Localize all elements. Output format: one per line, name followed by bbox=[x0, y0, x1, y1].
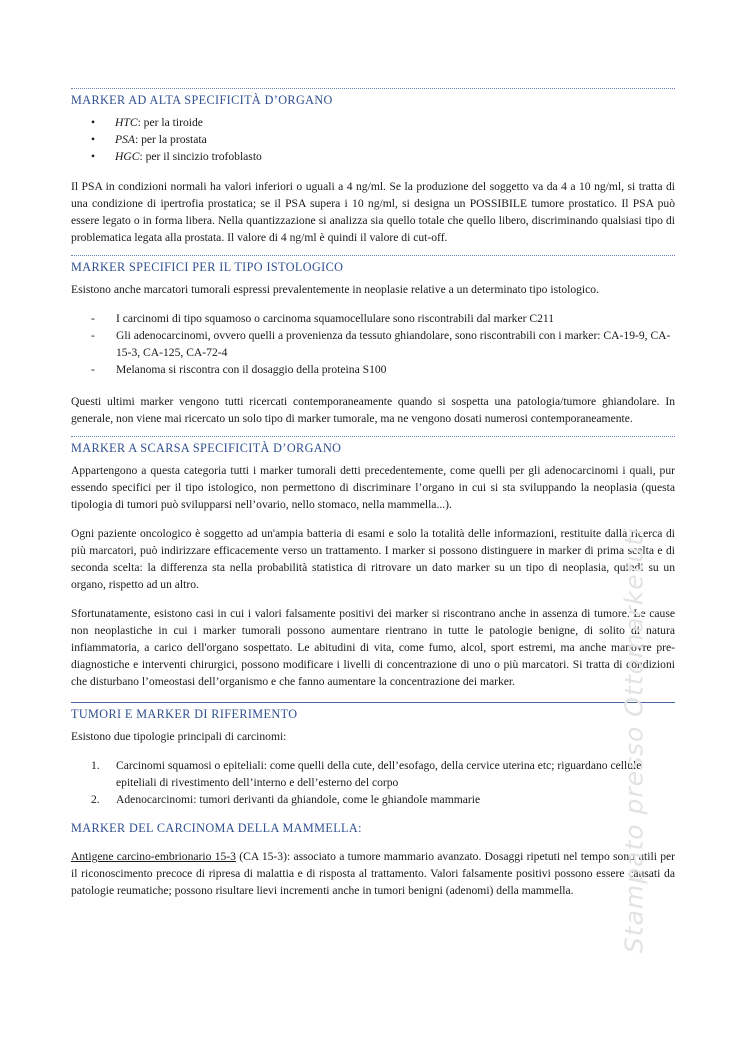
section-heading-high-specificity: MARKER AD ALTA SPECIFICITÀ D’ORGANO bbox=[71, 88, 675, 114]
low-specificity-paragraph-1: Appartengono a questa categoria tutti i marker tumorali detti precedentemente, come quelli per gli adenocarcinomi i quali, pur essendo specifici per il tipo istologico, non permettono di discriminare l’organo in cui si sta sviluppando la neoplasia (questa tipologia di tumori può svilupparsi nell’ovario, nello stomaco, nella mammella...). bbox=[71, 464, 675, 511]
marker-desc: : per il sincizio trofoblasto bbox=[139, 150, 262, 163]
list-item bbox=[91, 757, 675, 791]
list-item bbox=[91, 114, 675, 131]
document-page bbox=[71, 88, 675, 899]
histologic-paragraph: Questi ultimi marker vengono tutti ricercati contemporaneamente quando si sospetta una patologia/tumore ghiandolare. In generale, non viene mai ricercato un solo tipo di marker tumorale, ma ne vengono dosati numerosi contemporaneamente. bbox=[71, 395, 675, 425]
marker-term: PSA bbox=[115, 133, 135, 146]
low-specificity-paragraph-2: Ogni paziente oncologico è soggetto ad un'ampia batteria di esami e solo la totalità delle informazioni, restituite dalla ricerca di più marcatori, può indirizzare efficacemente verso un trattamento. I marker si possono distinguere in marker di prima scelta e di seconda scelta: la differenza sta nella probabilità statistica di ritrovare un dato marker su un tipo di neoplasia, quindi su un organo, rispetto ad un altro. bbox=[71, 527, 675, 591]
histologic-intro: Esistono anche marcatori tumorali espressi prevalentemente in neoplasie relative a un determinato tipo istologico. bbox=[71, 283, 599, 296]
watermark bbox=[604, 526, 664, 954]
carcinoma-numbered-list bbox=[71, 757, 675, 808]
list-item bbox=[91, 131, 675, 148]
histologic-dash-list bbox=[71, 310, 675, 378]
section-heading-tumors: TUMORI E MARKER DI RIFERIMENTO bbox=[71, 702, 675, 728]
antigen-term: Antigene carcino-embrionario 15-3 bbox=[71, 850, 236, 863]
marker-desc: : per la prostata bbox=[134, 133, 207, 146]
list-number: 1. bbox=[91, 759, 100, 772]
list-item bbox=[91, 148, 675, 165]
marker-term: HTC bbox=[115, 116, 138, 129]
breast-paragraph bbox=[71, 848, 675, 899]
section-heading-low-specificity: MARKER A SCARSA SPECIFICITÀ D’ORGANO bbox=[71, 436, 675, 462]
list-item: - Melanoma si riscontra con il dosaggio della proteina S100 bbox=[91, 361, 675, 378]
list-number: 2. bbox=[91, 793, 100, 806]
list-text: Adenocarcinomi: tumori derivanti da ghiandole, come le ghiandole mammarie bbox=[116, 793, 481, 806]
list-item: - I carcinomi di tipo squamoso o carcinoma squamocellulare sono riscontrabili dal marker C211 bbox=[91, 310, 675, 327]
watermark-text: Stampato presso Ottomarketuti bbox=[619, 526, 649, 954]
marker-bullet-list bbox=[71, 114, 675, 165]
marker-desc: : per la tiroide bbox=[137, 116, 203, 129]
list-text: Carcinomi squamosi o epiteliali: come quelli della cute, dell’esofago, della cervice uterina etc; riguardano cellule epiteliali di rivestimento dell’interno e dell’esterno del corpo bbox=[116, 759, 642, 789]
low-specificity-paragraph-3: Sfortunatamente, esistono casi in cui i valori falsamente positivi dei marker si riscontrano anche in assenza di tumore. Le cause non neoplastiche in cui i marker tumorali possono aumentare rientrano in tutte le patologie benigne, di solito di natura infiammatoria, a carico dell'organo sospettato. Le abitudini di vita, come fumo, alcol, sport estremi, ma anche manovre pre-diagnostiche e interventi chirurgici, possono modificare i livelli di concentrazione di uno o più marcatori. Si tratta di condizioni che disturbano l’omeostasi dell’organismo e che fanno aumentare la concentrazione dei marker. bbox=[71, 607, 675, 688]
section-heading-breast: MARKER DEL CARCINOMA DELLA MAMMELLA: bbox=[71, 821, 362, 835]
list-item: - Gli adenocarcinomi, ovvero quelli a provenienza da tessuto ghiandolare, sono riscontrabili con i marker: CA-19-9, CA-15-3, CA-125, CA-72-4 bbox=[91, 327, 675, 361]
marker-term: HGC bbox=[115, 150, 140, 163]
section-heading-histologic: MARKER SPECIFICI PER IL TIPO ISTOLOGICO bbox=[71, 255, 675, 281]
breast-text: (CA 15-3): associato a tumore mammario avanzato. Dosaggi ripetuti nel tempo sono utili per il riconoscimento precoce di ripresa di malattia e di risposta al trattamento. Valori falsamente positivi possono essere causati da patologie reumatiche; possono risultare lievi incrementi anche in tumori benigni (adenomi) della mammella. bbox=[71, 850, 675, 897]
tumors-intro: Esistono due tipologie principali di carcinomi: bbox=[71, 730, 287, 743]
psa-paragraph: Il PSA in condizioni normali ha valori inferiori o uguali a 4 ng/ml. Se la produzione del soggetto va da 4 a 10 ng/ml, si tratta di una condizione di ipertrofia prostatica; se il PSA supera i 10 ng/ml, si designa un POSSIBILE tumore prostatico. Il PSA può essere legato o in forma libera. Nella quantizzazione si analizza sia quello totale che quello libero, discriminando qualsiasi tipo di problematica legata alla prostata. Il valore di 4 ng/ml è quindi il valore di cut-off. bbox=[71, 180, 675, 244]
list-item bbox=[91, 791, 675, 808]
